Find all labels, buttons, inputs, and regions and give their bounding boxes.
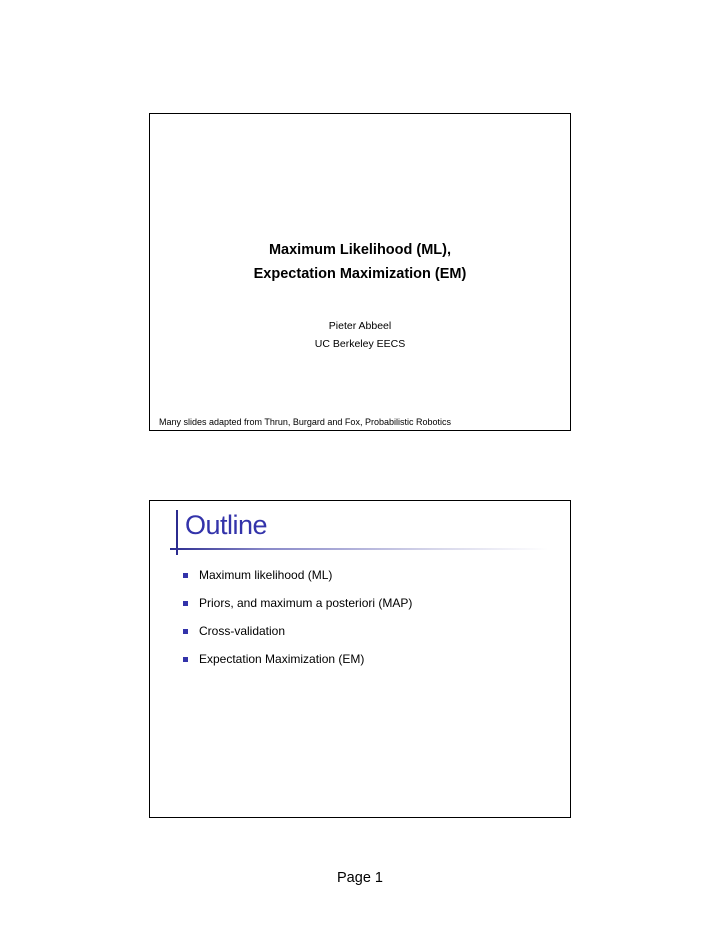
square-bullet-icon (183, 601, 188, 606)
list-item-text: Maximum likelihood (ML) (199, 568, 333, 582)
outline-list (183, 561, 412, 673)
author-name: Pieter Abbeel (328, 320, 392, 332)
outline-title: Outline (185, 510, 268, 540)
slide-title (150, 238, 570, 286)
list-item-text: Priors, and maximum a posteriori (MAP) (199, 596, 413, 610)
list-item-text: Expectation Maximization (EM) (199, 652, 365, 666)
author-affiliation: UC Berkeley EECS (314, 338, 406, 350)
title-line-1: Maximum Likelihood (ML), (268, 242, 452, 258)
list-item (183, 645, 412, 673)
square-bullet-icon (183, 657, 188, 662)
list-item (183, 617, 412, 645)
page-number: Page 1 (337, 870, 383, 886)
square-bullet-icon (183, 629, 188, 634)
title-slide (149, 113, 571, 431)
list-item (183, 561, 412, 589)
author-block (150, 317, 570, 353)
title-line-2: Expectation Maximization (EM) (253, 266, 467, 282)
outline-slide (149, 500, 571, 818)
title-accent-horizontal-line (170, 548, 548, 550)
slide-footer: Many slides adapted from Thrun, Burgard and Fox, Probabilistic Robotics (159, 417, 451, 427)
square-bullet-icon (183, 573, 188, 578)
list-item-text: Cross-validation (199, 624, 286, 638)
list-item (183, 589, 412, 617)
